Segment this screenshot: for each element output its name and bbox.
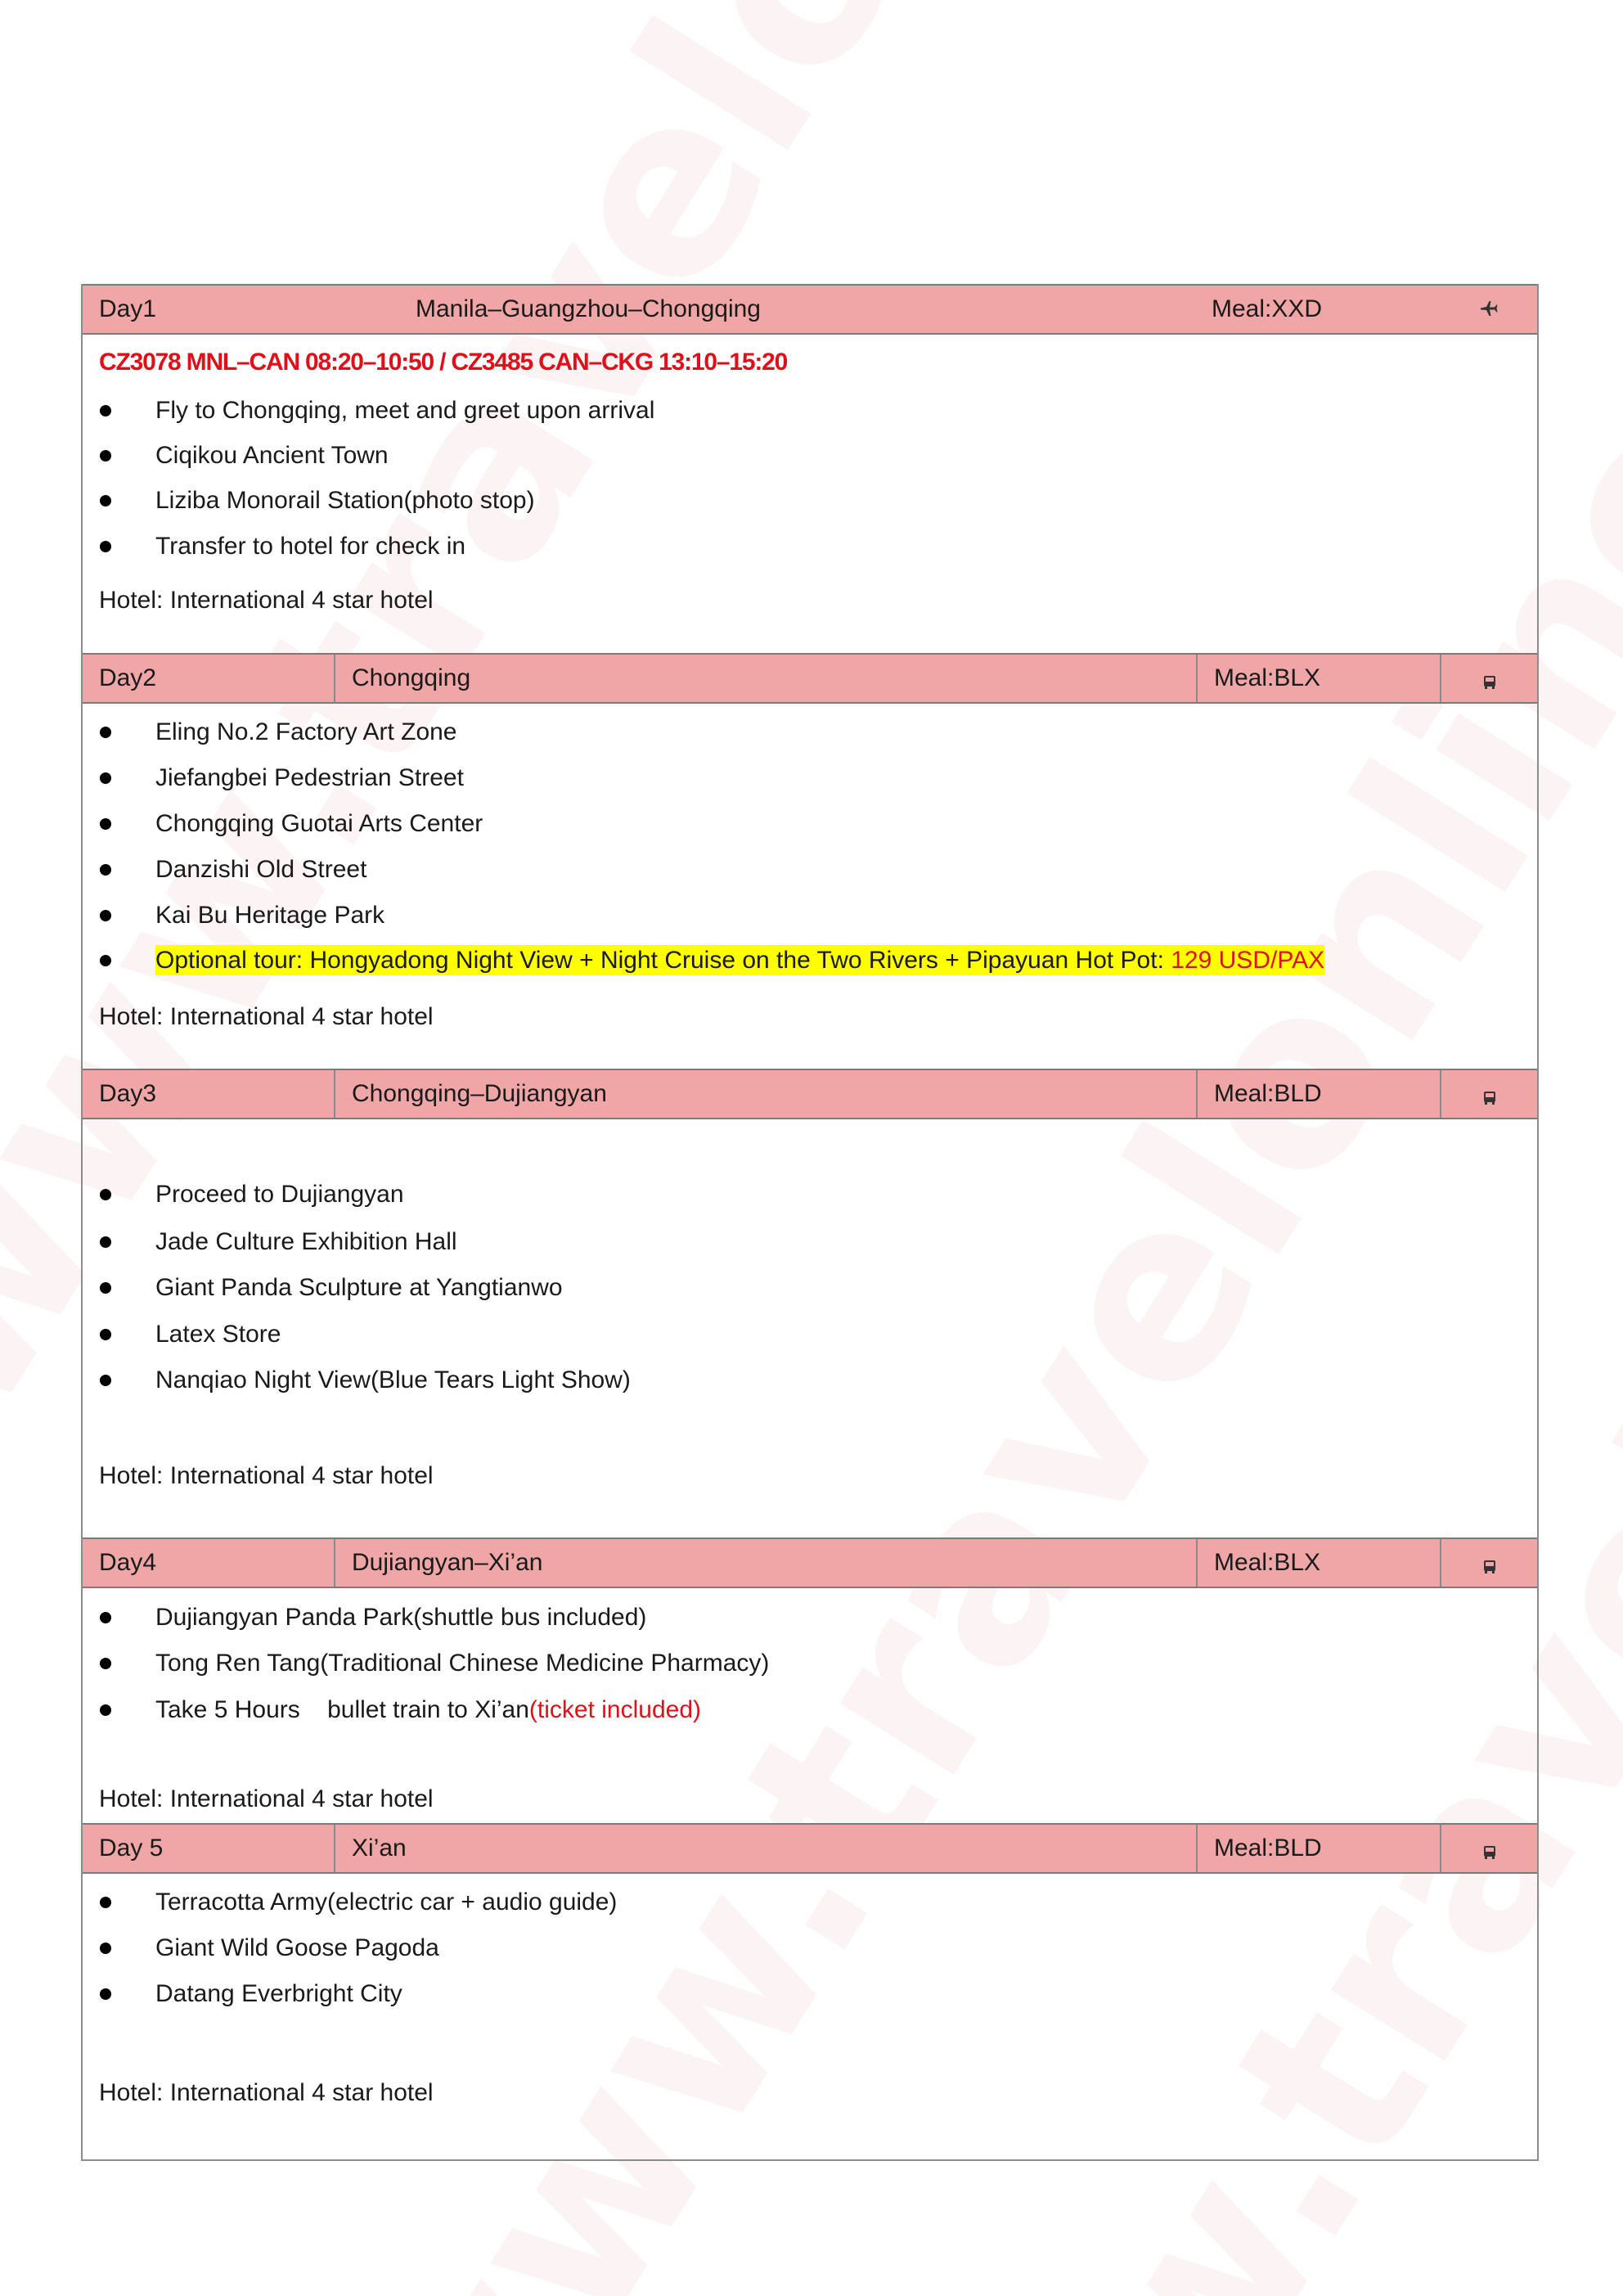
optional-tour-text: Optional tour: Hongyadong Night View + Night Cruise on the Two Rivers + Pipayuan Hot Pot: — [155, 947, 1171, 974]
activity-text: Chongqing Guotai Arts Center — [155, 810, 483, 837]
bullet-icon — [100, 910, 111, 921]
optional-tour — [155, 944, 1324, 977]
activity-text: Giant Wild Goose Pagoda — [155, 1934, 439, 1961]
day-label: Day3 — [99, 1080, 157, 1107]
hotel-info: Hotel: International 4 star hotel — [99, 1785, 434, 1812]
bullet-icon — [100, 1943, 111, 1954]
day-header-1 — [83, 284, 1537, 335]
optional-tour-price: 129 USD/PAX — [1171, 947, 1325, 974]
activity-text: Liziba Monorail Station(photo stop) — [155, 487, 535, 514]
day-route: Xi’an — [334, 1825, 1196, 1872]
day-header-2 — [83, 653, 1537, 704]
bullet-icon — [100, 1704, 111, 1716]
bus-icon — [1440, 1825, 1537, 1872]
plane-icon — [1440, 286, 1537, 333]
day-header-3 — [83, 1069, 1537, 1119]
bus-icon — [1440, 1539, 1537, 1587]
bus-icon — [1440, 655, 1537, 702]
day-meal: Meal:BLX — [1196, 655, 1440, 702]
hotel-info: Hotel: International 4 star hotel — [99, 1003, 434, 1030]
day-route: Chongqing–Dujiangyan — [334, 1070, 1196, 1118]
day-meal: Meal:BLD — [1196, 1825, 1440, 1872]
bullet-icon — [100, 1988, 111, 2000]
bullet-icon — [100, 1658, 111, 1669]
day-label: Day 5 — [99, 1835, 164, 1862]
activity-text: Terracotta Army(electric car + audio guide) — [155, 1889, 618, 1916]
day-meal: Meal:XXD — [1212, 295, 1323, 322]
ticket-note: (ticket included) — [528, 1696, 701, 1723]
activity-text: Jade Culture Exhibition Hall — [155, 1228, 457, 1255]
bullet-icon — [100, 405, 111, 416]
activity-text: Eling No.2 Factory Art Zone — [155, 718, 457, 745]
activity-text: Tong Ren Tang(Traditional Chinese Medicine Pharmacy) — [155, 1650, 770, 1677]
activity-text: Fly to Chongqing, meet and greet upon arrival — [155, 397, 655, 424]
itinerary-table — [81, 284, 1539, 2161]
day-label: Day1 — [99, 295, 157, 322]
bullet-icon — [100, 1282, 111, 1294]
day-header-5 — [83, 1823, 1537, 1874]
day-route: Chongqing — [334, 655, 1196, 702]
activity-text: Proceed to Dujiangyan — [155, 1181, 404, 1208]
activity-text: Kai Bu Heritage Park — [155, 902, 385, 929]
activity-text: Ciqikou Ancient Town — [155, 442, 389, 469]
bullet-icon — [100, 541, 111, 552]
day-label: Day2 — [99, 664, 157, 691]
bullet-icon — [100, 1189, 111, 1200]
activity-text: Jiefangbei Pedestrian Street — [155, 764, 464, 791]
bullet-icon — [100, 818, 111, 830]
day-label: Day4 — [99, 1549, 157, 1576]
day-route: Manila–Guangzhou–Chongqing — [416, 295, 761, 322]
activity-text: Datang Everbright City — [155, 1980, 402, 2007]
bullet-icon — [100, 864, 111, 876]
train-text: Take 5 Hours bullet train to Xi’an — [155, 1696, 529, 1723]
hotel-info: Hotel: International 4 star hotel — [99, 587, 434, 614]
flight-info: CZ3078 MNL–CAN 08:20–10:50 / CZ3485 CAN–CKG 13:10–15:20 — [99, 349, 788, 376]
bullet-icon — [100, 450, 111, 461]
activity-text: Dujiangyan Panda Park(shuttle bus included) — [155, 1604, 647, 1631]
day-meal: Meal:BLD — [1196, 1070, 1440, 1118]
day-route: Dujiangyan–Xi’an — [334, 1539, 1196, 1587]
bullet-icon — [100, 1236, 111, 1248]
bullet-icon — [100, 1375, 111, 1386]
hotel-info: Hotel: International 4 star hotel — [99, 1462, 434, 1489]
bullet-icon — [100, 1612, 111, 1623]
bus-icon — [1440, 1070, 1537, 1118]
activity-text: Nanqiao Night View(Blue Tears Light Show) — [155, 1366, 631, 1393]
bullet-icon — [100, 1897, 111, 1908]
activity-text: Latex Store — [155, 1321, 281, 1348]
bullet-icon — [100, 727, 111, 738]
bullet-icon — [100, 955, 111, 966]
day-meal: Meal:BLX — [1196, 1539, 1440, 1587]
train-info — [155, 1694, 701, 1727]
day-header-4 — [83, 1537, 1537, 1588]
activity-text: Giant Panda Sculpture at Yangtianwo — [155, 1274, 563, 1301]
activity-text: Danzishi Old Street — [155, 856, 367, 883]
bullet-icon — [100, 772, 111, 784]
bullet-icon — [100, 495, 111, 506]
activity-text: Transfer to hotel for check in — [155, 533, 466, 560]
hotel-info: Hotel: International 4 star hotel — [99, 2079, 434, 2106]
bullet-icon — [100, 1329, 111, 1340]
